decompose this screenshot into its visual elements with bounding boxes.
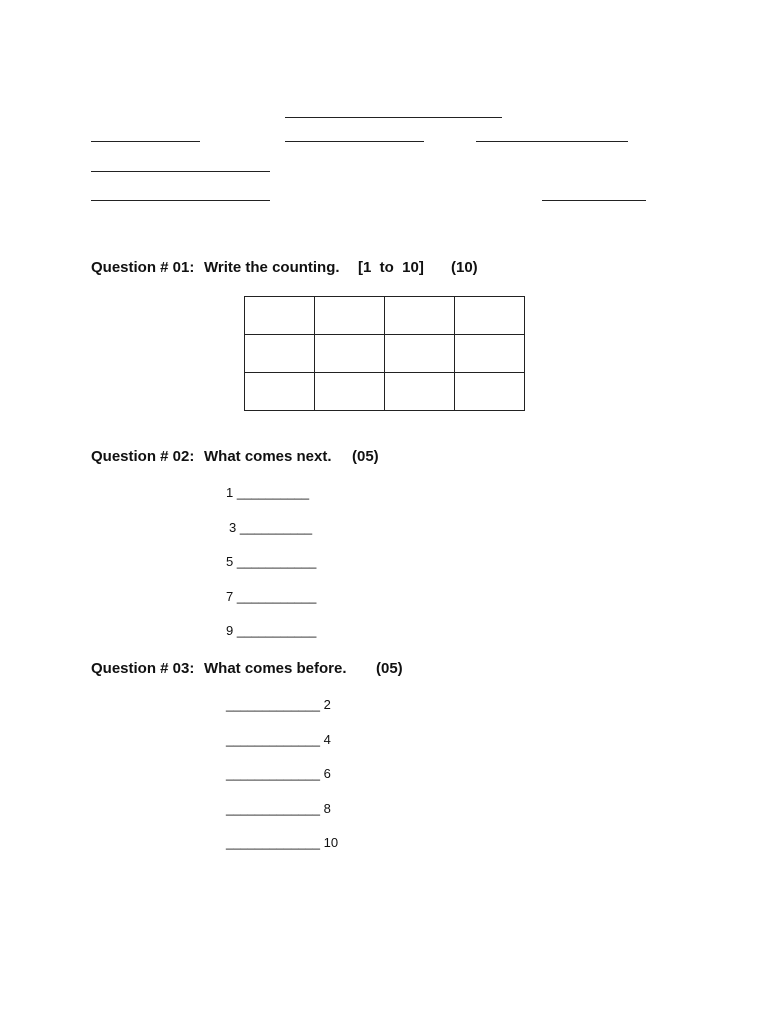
header-blank-line-row2-left <box>91 141 200 142</box>
next-item-3: 3 __________ <box>229 520 313 535</box>
answer-cell <box>385 297 455 335</box>
question-1-label: Question # 01: <box>91 259 195 276</box>
question-2-marks: (05) <box>352 448 379 465</box>
answer-cell <box>315 335 385 373</box>
answer-cell <box>315 297 385 335</box>
question-3-label: Question # 03: <box>91 660 195 677</box>
table-row <box>245 373 525 411</box>
question-1-prompt: Write the counting. <box>204 259 340 276</box>
next-item-9: 9 ___________ <box>226 623 317 638</box>
header-blank-line-row4-left <box>91 200 270 201</box>
before-item-6: _____________ 6 <box>226 766 331 781</box>
question-1-marks: (10) <box>451 259 478 276</box>
next-item-1: 1 __________ <box>226 485 310 500</box>
answer-cell <box>385 335 455 373</box>
question-3-prompt: What comes before. <box>204 660 347 677</box>
header-blank-line-row4-right <box>542 200 646 201</box>
answer-cell <box>245 335 315 373</box>
next-item-7: 7 ___________ <box>226 589 317 604</box>
table-row <box>245 297 525 335</box>
before-item-8: _____________ 8 <box>226 801 331 816</box>
question-3-marks: (05) <box>376 660 403 677</box>
question-2-label: Question # 02: <box>91 448 195 465</box>
header-blank-line-row2-middle <box>285 141 424 142</box>
answer-cell <box>455 297 525 335</box>
table-row <box>245 335 525 373</box>
answer-cell <box>245 373 315 411</box>
answer-cell <box>455 335 525 373</box>
answer-cell <box>455 373 525 411</box>
question-2-prompt: What comes next. <box>204 448 332 465</box>
before-item-2: _____________ 2 <box>226 697 331 712</box>
header-blank-line-row3 <box>91 171 270 172</box>
before-item-10: _____________ 10 <box>226 835 339 850</box>
header-blank-line-row2-right <box>476 141 628 142</box>
answer-cell <box>245 297 315 335</box>
question-1-range: [1 to 10] <box>358 259 424 276</box>
header-blank-line-top <box>285 117 502 118</box>
next-item-5: 5 ___________ <box>226 554 317 569</box>
before-item-4: _____________ 4 <box>226 732 331 747</box>
answer-cell <box>385 373 455 411</box>
counting-answer-table <box>244 296 525 411</box>
answer-cell <box>315 373 385 411</box>
